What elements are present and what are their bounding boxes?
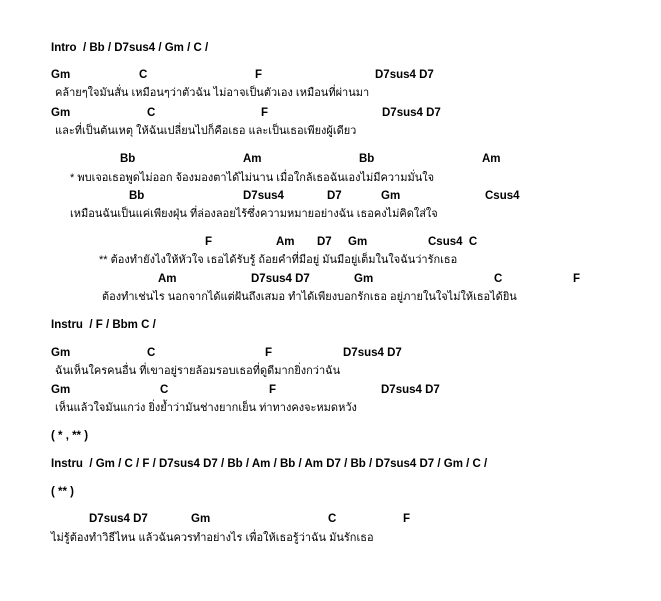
chord: C (139, 69, 148, 81)
chord: Am (158, 273, 177, 285)
chord: F (261, 107, 269, 119)
chord: D7sus4 D7 (382, 107, 441, 119)
chord: Gm (51, 69, 71, 81)
chord: D7 (327, 190, 342, 202)
chord: Bb (129, 190, 145, 202)
lyric-line: ไม่รู้ต้องทำวิธีไหน แล้วฉันควรทำอย่างไร เพื่อให้เธอรู้ว่าฉัน มันรักเธอ (51, 532, 374, 544)
chord: Csus4 C (428, 236, 478, 248)
lyric-line: เห็นแล้วใจมันแกว่ง ยิ่งย้ำว่ามันช่างยากเย็น ท่าทางคงจะหมดหวัง (55, 402, 357, 414)
chord: D7sus4 D7 (89, 513, 148, 525)
chord: F (573, 273, 581, 285)
chord: F (265, 347, 273, 359)
chord: Csus4 (485, 190, 520, 202)
lyric-line: เหมือนฉันเป็นแค่เพียงฝุ่น ที่ล่องลอยไร้ซึ่งความหมายอย่างฉัน เธอคงไม่คิดใส่ใจ (70, 208, 438, 220)
chord: Gm (51, 384, 71, 396)
chord: Gm (354, 273, 374, 285)
chord: Gm (51, 347, 71, 359)
chord: D7sus4 D7 (375, 69, 434, 81)
chord: Am (276, 236, 295, 248)
chord: Am (482, 153, 501, 165)
instru-line: Instru / F / Bbm C / (51, 319, 156, 331)
chord: Bb (359, 153, 375, 165)
chord: Gm (348, 236, 368, 248)
chord: Gm (51, 107, 71, 119)
lyric-line: คล้ายๆใจมันสั่น เหมือนๆว่าตัวฉัน ไม่อาจเป็นตัวเอง เหมือนที่ผ่านมา (55, 87, 370, 99)
instru-line: Instru / Gm / C / F / D7sus4 D7 / Bb / Am / Bb / Am D7 / Bb / D7sus4 D7 / Gm / C / (51, 458, 488, 470)
intro-line: Intro / Bb / D7sus4 / Gm / C / (51, 42, 209, 54)
chord: F (205, 236, 213, 248)
chord: D7sus4 D7 (251, 273, 310, 285)
chord: D7sus4 (243, 190, 284, 202)
lyric-line: และที่เป็นต้นเหตุ ให้ฉันเปลี่ยนไปก็คือเธอ และเป็นเธอเพียงผู้เดียว (55, 125, 357, 137)
chord: D7 (317, 236, 332, 248)
chord: D7sus4 D7 (381, 384, 440, 396)
lyric-line: ฉันเห็นใครคนอื่น ที่เขาอยู่รายล้อมรอบเธอที่ดูดีมากยิ่งกว่าฉัน (55, 365, 341, 377)
chord: Am (243, 153, 262, 165)
chord: F (269, 384, 277, 396)
repeat-marker: ( ** ) (51, 486, 74, 498)
chord: D7sus4 D7 (343, 347, 402, 359)
chord: C (494, 273, 503, 285)
chord: C (328, 513, 337, 525)
chord: C (160, 384, 169, 396)
lyric-line: * พบเจอเธอพูดไม่ออก จ้องมองตาได้ไม่นาน เมื่อใกล้เธอฉันเองไม่มีความมั่นใจ (70, 172, 435, 184)
chord: C (147, 347, 156, 359)
chord: F (255, 69, 263, 81)
chord: Gm (381, 190, 401, 202)
chord: Gm (191, 513, 211, 525)
chord: F (403, 513, 411, 525)
lyric-line: ** ต้องทำยังไงให้หัวใจ เธอได้รับรู้ ถ้อยคำที่มีอยู่ มันมีอยู่เต็มในใจฉันว่ารักเธอ (99, 254, 458, 266)
chord: C (147, 107, 156, 119)
lyric-line: ต้องทำเช่นไร นอกจากได้แต่ฝันถึงเสมอ ทำได้เพียงบอกรักเธอ อยู่ภายในใจไม่ให้เธอได้ยิน (102, 291, 517, 303)
repeat-marker: ( * , ** ) (51, 430, 89, 442)
chord: Bb (120, 153, 136, 165)
